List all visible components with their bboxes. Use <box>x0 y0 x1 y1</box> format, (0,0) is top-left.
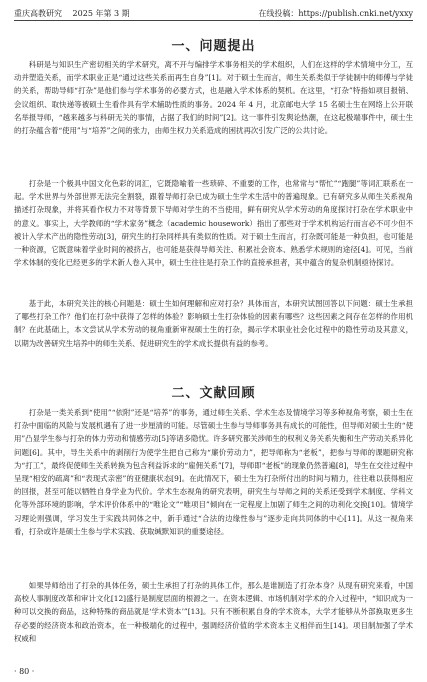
submission-url[interactable]: https://publish.cnki.net/yxxy <box>298 8 413 18</box>
issue-number: 2025 年第 3 期 <box>72 8 130 18</box>
header-rule <box>14 20 413 21</box>
paragraph: 基于此，本研究关注的核心问题是：硕士生如何理解和应对打杂？具体而言，本研究试图回答以下问题：硕士生承担了哪些打杂工作？他们在打杂中获得了怎样的体验？影响硕士生打杂体验的因素有哪些？这些因素之间存在怎样的作用机制？在此基础上，本文尝试从学术劳动的视角重新审视硕士生的打杂，揭示学术职业社会化过程中的隐性劳动及其意义，以期为改善研究生培养中的师生关系、促进研究生的学术成长提供有益的参考。 <box>14 299 413 348</box>
submission-info <box>258 8 413 19</box>
journal-name: 重庆高教研究 <box>14 8 62 18</box>
paragraph: 如果导师给出了打杂的具体任务，硕士生承担了打杂的具体工作，那么是谁制造了打杂本身？从现有研究来看，中国高校人事制度改革和审计文化[12]盛行是制度层面的根源之一。在资本逻辑、市场机制对学术的介入过程中，“知识成为一种可以交换的商品，这种特殊的商品就是‘学术资本’”[13]。只有不断积累自身的学术资本，大学才能够从外部换取更多生存必要的经济资本和政治资本，在一种极端化的过程中，强调经济价值的学术资本主义相伴而生[14]。项目制加强了学术权威和 <box>14 581 413 643</box>
submission-label: 在线投稿： <box>258 8 299 18</box>
paragraph: 打杂是一个极具中国文化色彩的词汇，它既隐喻着一些琐碎、不重要的工作，也常常与“帮忙”“跑腿”等词汇联系在一起。学术世界与外部世界无法完全割裂，跟着导师打杂已成为硕士生学术生活中的普遍现象。已有研究多从师生关系视角描述打杂现象，并将其看作权力不对等背景下导师对学生的不当使用，鲜有研究从学术劳动的角度探讨打杂在学术职业中的意义。事实上，大学教师的“学术家务”概念（academic housework）指出了那些对于学术机构运行而言必不可少但不被计入学术产出的隐性劳动[3]，研究生的打杂同样具有类似的性质。对于硕士生而言，打杂既可能是一种负担，也可能是一种资源，它既意味着学业时间的被挤占，也可能是获得导师关注、积累社会资本、熟悉学术规则的途径[4]。可见，当前学术体制的变化已经更多的学术新人卷入其中，硕士生往往是打杂工作的直接承担者，其中蕴含的复杂机制亟待探讨。 <box>14 179 413 268</box>
section-heading-2: 二、文献回顾 <box>171 386 256 401</box>
paragraph: 科研是与知识生产密切相关的学术研究，离不开与编排学术事务相关的学术组织，人们在这样的学术情境中分工，互动并塑造关系，而学术职业正是“通过这些关系而再生自身”[1]。对于硕士生而言，师生关系类似于学徒制中的师傅与学徒的关系，帮助导师“打杂”是他们参与学术事务的必要方式，也是融入学术体系的契机。在这里，“打杂”特指如项目报销、会议组织、取快递等被硕士生看作具有学术辅助性质的事务。2024 年 4 月，北京邮电大学 15 名硕士生在网络上公开联名举报导师，“越来越多与科研无关的事情，占据了我们的时间”[2]。这一事件引发舆论热潮，在这起极端事件中，硕士生的打杂蕴含着“使用”与“培养”之间的张力，由师生权力关系造成的困扰再次引发广泛的公共讨论。 <box>14 60 413 136</box>
paragraph: 打杂是一类关系到“使用”“依附”还是“培养”的事务，通过师生关系、学术生态及情境学习等多种视角考察，硕士生在打杂中面临的风险与发展机遇有了进一步厘清的可能。尽管硕士生参与导师事务具有成长的可能性，但导师对硕士生的“使用”凸显学生参与打杂的体力劳动和情感劳动[5]等诸多隐忧。许多研究都关涉师生的权利义务关系失衡和生产劳动关系异化问题[6]。其中，导生关系中的剥削行为使学生把自己称为“廉价劳动力”，把导师称为“老板”，把参与导师的课题研究称为“打工”，最终促使师生关系转换为包含利益诉求的“雇佣关系”[7]，导师即“老板”的现象仍然普遍[8]，导生在交往过程中呈现“相安的疏离”和“表现式亲密”的亚健康状态[9]。在此情况下，硕士生为打杂所付出的时间与精力，往往难以获得相应的回报，甚至可能以牺牲自身学业为代价。学术生态视角的研究表明，研究生与导师之间的关系还受到学术制度、学科文化等外部环境的影响，学术评价体系中的“唯论文”“唯项目”倾向在一定程度上加剧了师生之间的功利化交换[10]。情境学习理论则强调，学习发生于实践共同体之中，新手通过“合法的边缘性参与”逐步走向共同体的中心[11]。从这一视角来看，打杂或许是硕士生参与学术实践、获取缄默知识的重要途径。 <box>14 408 413 536</box>
running-header <box>14 6 413 20</box>
journal-info <box>14 8 138 19</box>
section-heading-1: 一、问题提出 <box>171 39 256 54</box>
page-number: · 80 · <box>14 667 35 676</box>
